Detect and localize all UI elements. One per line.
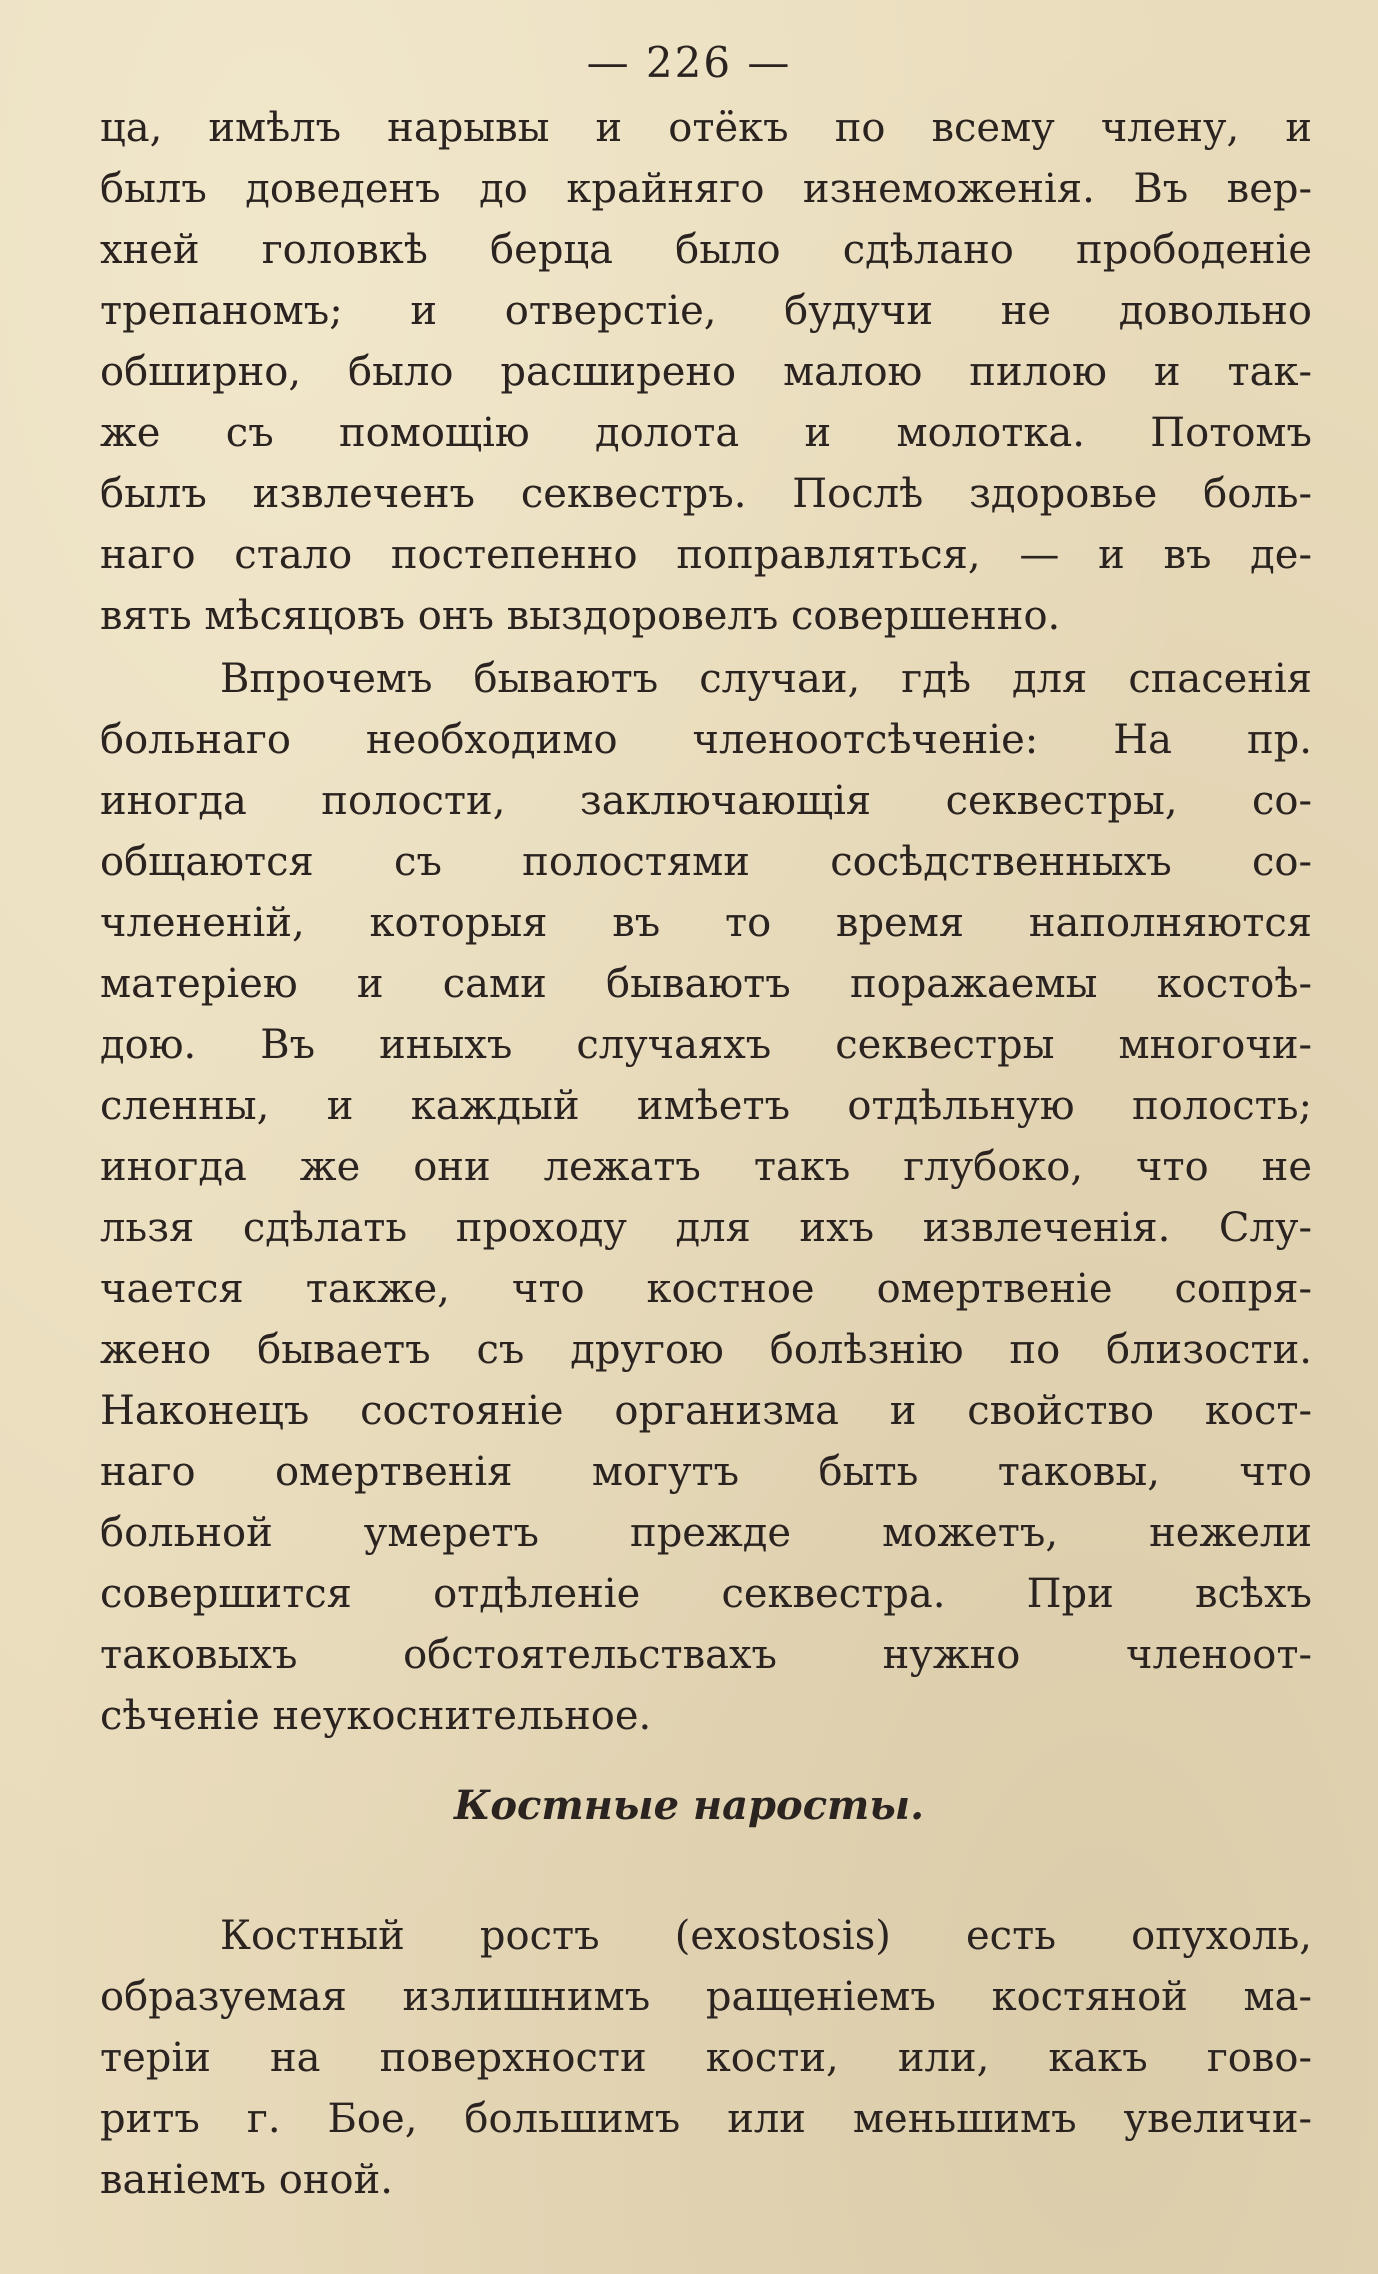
text-line: чается также, что костное омертвеніе сопря- bbox=[100, 1266, 1312, 1312]
text-line: таковыхъ обстоятельствахъ нужно членоот- bbox=[100, 1632, 1312, 1678]
paragraph-exostosis bbox=[100, 1906, 1312, 2211]
text-line: наго стало постепенно поправляться, — и въ де- bbox=[100, 532, 1312, 578]
text-line: жено бываетъ съ другою болѣзнію по близости. bbox=[100, 1327, 1312, 1373]
text-line: совершится отдѣленіе секвестра. При всѣхъ bbox=[100, 1571, 1312, 1617]
text-line: трепаномъ; и отверстіе, будучи не довольно bbox=[100, 288, 1312, 334]
text-line: былъ доведенъ до крайняго изнеможенія. Въ вер- bbox=[100, 166, 1312, 212]
paragraph-continuation bbox=[100, 98, 1312, 647]
paragraph-amputation bbox=[100, 649, 1312, 1747]
text-line: Впрочемъ бываютъ случаи, гдѣ для спасенія bbox=[220, 656, 1312, 702]
text-line: теріи на поверхности кости, или, какъ гово- bbox=[100, 2035, 1312, 2081]
text-line: больной умеретъ прежде можетъ, нежели bbox=[100, 1510, 1312, 1556]
text-line: наго омертвенія могутъ быть таковы, что bbox=[100, 1449, 1312, 1495]
text-line: хней головкѣ берца было сдѣлано прободеніе bbox=[100, 227, 1312, 273]
text-line: вять мѣсяцовъ онъ выздоровелъ совершенно. bbox=[100, 593, 1061, 639]
text-line: былъ извлеченъ секвестръ. Послѣ здоровье боль- bbox=[100, 471, 1312, 517]
page-number: — 226 — bbox=[586, 38, 792, 87]
text-line: образуемая излишнимъ ращеніемъ костяной ма- bbox=[100, 1974, 1312, 2020]
text-line: сѣченіе неукоснительное. bbox=[100, 1693, 652, 1739]
text-line: иногда полости, заключающія секвестры, со- bbox=[100, 778, 1312, 824]
text-line: сленны, и каждый имѣетъ отдѣльную полость; bbox=[100, 1083, 1312, 1129]
text-line: ваніемъ оной. bbox=[100, 2157, 393, 2203]
text-line: обширно, было расширено малою пилою и так- bbox=[100, 349, 1312, 395]
text-line: Костный ростъ (exostosis) есть опухоль, bbox=[220, 1913, 1312, 1959]
text-line: Наконецъ состояніе организма и свойство кост- bbox=[100, 1388, 1312, 1434]
text-line: льзя сдѣлать проходу для ихъ извлеченія. Слу- bbox=[100, 1205, 1312, 1251]
text-line: ритъ г. Бое, большимъ или меньшимъ увеличи- bbox=[100, 2096, 1312, 2142]
text-line: дою. Въ иныхъ случаяхъ секвестры многочи- bbox=[100, 1022, 1312, 1068]
text-line: иногда же они лежатъ такъ глубоко, что не bbox=[100, 1144, 1312, 1190]
text-line: общаются съ полостями сосѣдственныхъ со- bbox=[100, 839, 1312, 885]
text-line: ца, имѣлъ нарывы и отёкъ по всему члену, и bbox=[100, 105, 1312, 151]
text-line: же съ помощію долота и молотка. Потомъ bbox=[100, 410, 1312, 456]
section-heading: Костные наросты. bbox=[453, 1782, 925, 1829]
text-line: больнаго необходимо членоотсѣченіе: На пр. bbox=[100, 717, 1312, 763]
text-line: матеріею и сами бываютъ поражаемы костоѣ- bbox=[100, 961, 1312, 1007]
text-line: члененій, которыя въ то время наполняются bbox=[100, 900, 1312, 946]
